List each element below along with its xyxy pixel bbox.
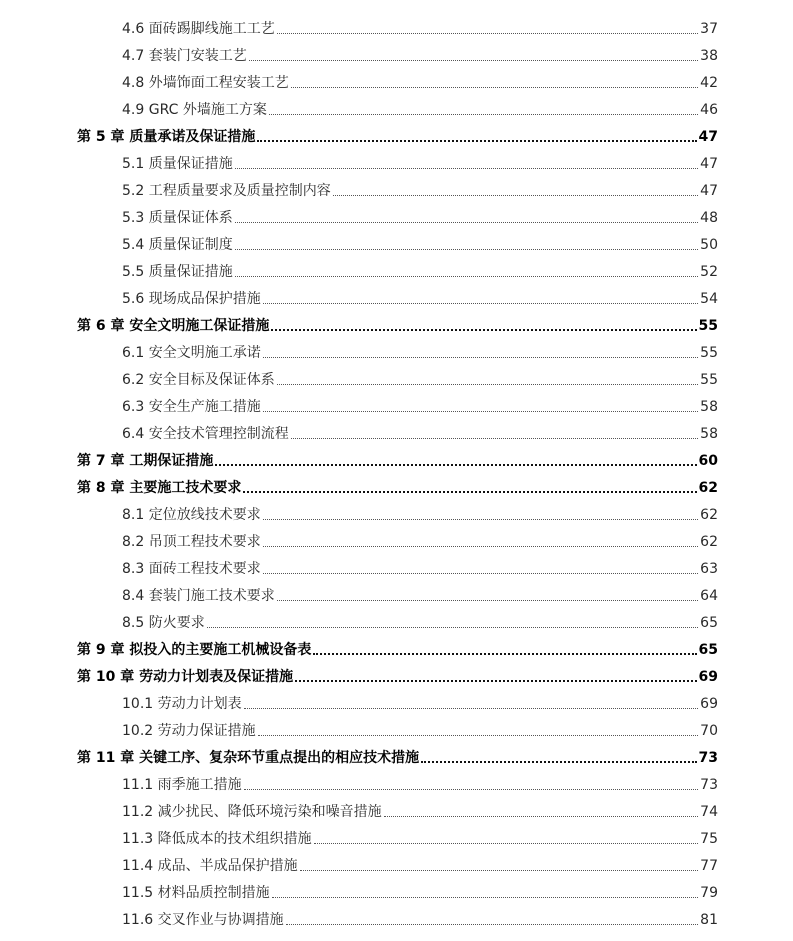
toc-page-number: 73 xyxy=(698,750,718,766)
toc-entry-title: 11.3 降低成本的技术组织措施 xyxy=(122,831,312,847)
toc-dot-leader xyxy=(277,600,698,601)
toc-section-entry[interactable] xyxy=(0,146,793,173)
toc-entry-title: 8.2 吊顶工程技术要求 xyxy=(122,534,261,550)
toc-entry-title: 11.1 雨季施工措施 xyxy=(122,777,242,793)
toc-page-number: 58 xyxy=(700,399,718,415)
toc-section-entry[interactable] xyxy=(0,200,793,227)
toc-page-number: 37 xyxy=(700,21,718,37)
toc-page-number: 69 xyxy=(700,696,718,712)
toc-page-number: 69 xyxy=(698,669,718,685)
toc-dot-leader xyxy=(235,276,698,277)
toc-dot-leader xyxy=(272,897,699,898)
toc-entry-title: 4.8 外墙饰面工程安装工艺 xyxy=(122,75,289,91)
toc-page-number: 62 xyxy=(698,480,718,496)
toc-page-number: 63 xyxy=(700,561,718,577)
toc-entry-title: 4.6 面砖踢脚线施工工艺 xyxy=(122,21,275,37)
toc-section-entry[interactable] xyxy=(0,578,793,605)
toc-chapter-entry[interactable] xyxy=(0,308,793,335)
toc-section-entry[interactable] xyxy=(0,281,793,308)
toc-entry-title: 8.4 套装门施工技术要求 xyxy=(122,588,275,604)
toc-dot-leader xyxy=(257,140,696,142)
toc-entry-title: 5.4 质量保证制度 xyxy=(122,237,233,253)
toc-chapter-entry[interactable] xyxy=(0,740,793,767)
toc-dot-leader xyxy=(291,438,698,439)
table-of-contents xyxy=(0,11,793,929)
toc-section-entry[interactable] xyxy=(0,686,793,713)
toc-entry-title: 10.1 劳动力计划表 xyxy=(122,696,242,712)
toc-entry-title: 8.5 防火要求 xyxy=(122,615,205,631)
toc-section-entry[interactable] xyxy=(0,38,793,65)
toc-entry-title: 10.2 劳动力保证措施 xyxy=(122,723,256,739)
toc-section-entry[interactable] xyxy=(0,875,793,902)
toc-entry-title: 11.6 交叉作业与协调措施 xyxy=(122,912,284,928)
toc-dot-leader xyxy=(235,168,698,169)
toc-dot-leader xyxy=(263,519,698,520)
toc-section-entry[interactable] xyxy=(0,524,793,551)
toc-entry-title: 第 9 章 拟投入的主要施工机械设备表 xyxy=(77,642,312,658)
toc-entry-title: 第 8 章 主要施工技术要求 xyxy=(77,480,242,496)
toc-dot-leader xyxy=(244,708,699,709)
toc-dot-leader xyxy=(263,303,698,304)
toc-dot-leader xyxy=(263,411,698,412)
toc-chapter-entry[interactable] xyxy=(0,632,793,659)
toc-entry-title: 5.6 现场成品保护措施 xyxy=(122,291,261,307)
toc-section-entry[interactable] xyxy=(0,254,793,281)
toc-page-number: 47 xyxy=(698,129,718,145)
toc-page-number: 48 xyxy=(700,210,718,226)
toc-section-entry[interactable] xyxy=(0,362,793,389)
toc-dot-leader xyxy=(333,195,698,196)
toc-entry-title: 5.1 质量保证措施 xyxy=(122,156,233,172)
toc-dot-leader xyxy=(258,735,699,736)
toc-entry-title: 6.4 安全技术管理控制流程 xyxy=(122,426,289,442)
toc-section-entry[interactable] xyxy=(0,389,793,416)
toc-dot-leader xyxy=(249,60,698,61)
toc-dot-leader xyxy=(263,357,698,358)
toc-page-number: 55 xyxy=(700,372,718,388)
toc-dot-leader xyxy=(277,33,698,34)
toc-page-number: 74 xyxy=(700,804,718,820)
toc-section-entry[interactable] xyxy=(0,497,793,524)
toc-page-number: 75 xyxy=(700,831,718,847)
toc-entry-title: 第 6 章 安全文明施工保证措施 xyxy=(77,318,270,334)
toc-dot-leader xyxy=(215,464,696,466)
toc-page-number: 50 xyxy=(700,237,718,253)
toc-section-entry[interactable] xyxy=(0,794,793,821)
toc-entry-title: 5.5 质量保证措施 xyxy=(122,264,233,280)
toc-page-number: 70 xyxy=(700,723,718,739)
toc-section-entry[interactable] xyxy=(0,65,793,92)
toc-dot-leader xyxy=(207,627,698,628)
toc-page-number: 60 xyxy=(698,453,718,469)
toc-page-number: 73 xyxy=(700,777,718,793)
toc-section-entry[interactable] xyxy=(0,173,793,200)
toc-entry-title: 6.3 安全生产施工措施 xyxy=(122,399,261,415)
toc-section-entry[interactable] xyxy=(0,713,793,740)
toc-entry-title: 11.5 材料品质控制措施 xyxy=(122,885,270,901)
toc-section-entry[interactable] xyxy=(0,902,793,929)
toc-dot-leader xyxy=(277,384,698,385)
toc-section-entry[interactable] xyxy=(0,767,793,794)
toc-dot-leader xyxy=(243,491,696,493)
toc-entry-title: 第 10 章 劳动力计划表及保证措施 xyxy=(77,669,294,685)
toc-page-number: 54 xyxy=(700,291,718,307)
toc-page-number: 79 xyxy=(700,885,718,901)
toc-dot-leader xyxy=(384,816,699,817)
toc-section-entry[interactable] xyxy=(0,11,793,38)
toc-dot-leader xyxy=(263,546,698,547)
toc-section-entry[interactable] xyxy=(0,605,793,632)
toc-page-number: 81 xyxy=(700,912,718,928)
toc-entry-title: 4.7 套装门安装工艺 xyxy=(122,48,247,64)
toc-dot-leader xyxy=(314,843,699,844)
toc-dot-leader xyxy=(235,249,698,250)
toc-entry-title: 6.1 安全文明施工承诺 xyxy=(122,345,261,361)
toc-page-number: 55 xyxy=(700,345,718,361)
toc-entry-title: 第 7 章 工期保证措施 xyxy=(77,453,214,469)
toc-section-entry[interactable] xyxy=(0,227,793,254)
toc-page-number: 52 xyxy=(700,264,718,280)
toc-dot-leader xyxy=(295,680,696,682)
toc-section-entry[interactable] xyxy=(0,551,793,578)
toc-dot-leader xyxy=(271,329,696,331)
toc-page-number: 42 xyxy=(700,75,718,91)
toc-dot-leader xyxy=(421,761,696,763)
toc-dot-leader xyxy=(235,222,698,223)
toc-section-entry[interactable] xyxy=(0,848,793,875)
toc-page-number: 47 xyxy=(700,156,718,172)
toc-page-number: 47 xyxy=(700,183,718,199)
toc-section-entry[interactable] xyxy=(0,92,793,119)
toc-entry-title: 11.4 成品、半成品保护措施 xyxy=(122,858,298,874)
toc-page-number: 46 xyxy=(700,102,718,118)
toc-chapter-entry[interactable] xyxy=(0,119,793,146)
toc-dot-leader xyxy=(291,87,698,88)
toc-page-number: 64 xyxy=(700,588,718,604)
toc-section-entry[interactable] xyxy=(0,416,793,443)
toc-dot-leader xyxy=(244,789,699,790)
toc-chapter-entry[interactable] xyxy=(0,470,793,497)
toc-page-number: 58 xyxy=(700,426,718,442)
toc-page-number: 38 xyxy=(700,48,718,64)
toc-dot-leader xyxy=(286,924,699,925)
toc-page-number: 65 xyxy=(700,615,718,631)
toc-entry-title: 8.1 定位放线技术要求 xyxy=(122,507,261,523)
toc-dot-leader xyxy=(300,870,699,871)
toc-entry-title: 5.2 工程质量要求及质量控制内容 xyxy=(122,183,331,199)
toc-page-number: 62 xyxy=(700,507,718,523)
toc-entry-title: 5.3 质量保证体系 xyxy=(122,210,233,226)
toc-entry-title: 8.3 面砖工程技术要求 xyxy=(122,561,261,577)
toc-dot-leader xyxy=(263,573,698,574)
toc-chapter-entry[interactable] xyxy=(0,443,793,470)
toc-entry-title: 4.9 GRC 外墙施工方案 xyxy=(122,102,267,118)
toc-entry-title: 6.2 安全目标及保证体系 xyxy=(122,372,275,388)
toc-chapter-entry[interactable] xyxy=(0,659,793,686)
toc-page-number: 62 xyxy=(700,534,718,550)
toc-entry-title: 第 5 章 质量承诺及保证措施 xyxy=(77,129,256,145)
toc-page-number: 65 xyxy=(698,642,718,658)
toc-section-entry[interactable] xyxy=(0,821,793,848)
toc-dot-leader xyxy=(269,114,698,115)
toc-entry-title: 11.2 减少扰民、降低环境污染和噪音措施 xyxy=(122,804,382,820)
toc-page-number: 55 xyxy=(698,318,718,334)
toc-dot-leader xyxy=(313,653,696,655)
toc-entry-title: 第 11 章 关键工序、复杂环节重点提出的相应技术措施 xyxy=(77,750,420,766)
toc-page-number: 77 xyxy=(700,858,718,874)
toc-section-entry[interactable] xyxy=(0,335,793,362)
